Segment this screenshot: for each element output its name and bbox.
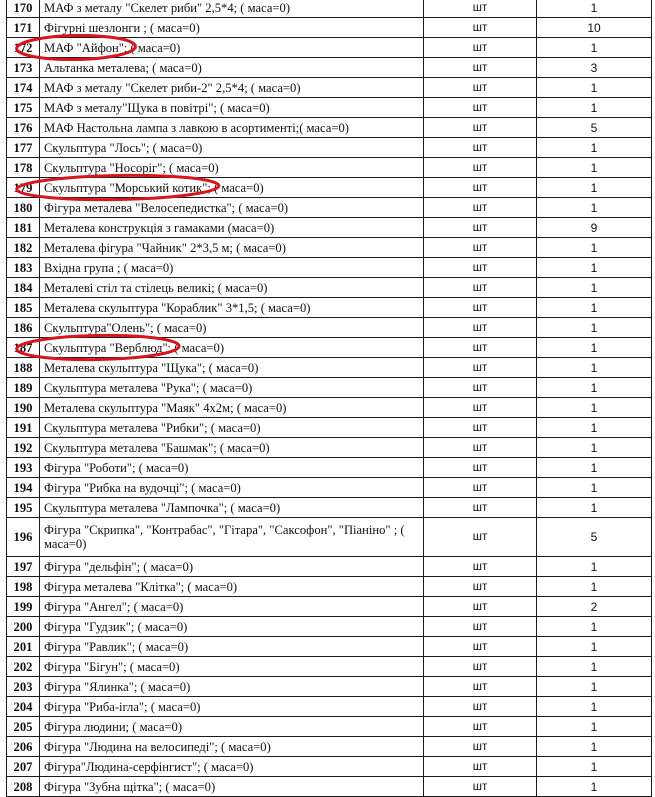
item-quantity: 1	[537, 757, 652, 777]
item-name: Металева скульптура "Щука"; ( маса=0)	[40, 358, 424, 378]
table-row	[7, 717, 652, 737]
table-row	[7, 218, 652, 238]
item-name: Скульптура "Морський котик"; ( маса=0)	[40, 178, 424, 198]
table-row	[7, 657, 652, 677]
row-number: 171	[7, 18, 40, 38]
item-name: МАФ з металу"Щука в повітрі"; ( маса=0)	[40, 98, 424, 118]
row-number: 196	[7, 518, 40, 557]
item-unit: шт	[424, 338, 537, 358]
item-unit: шт	[424, 498, 537, 518]
item-unit: шт	[424, 577, 537, 597]
item-unit: шт	[424, 78, 537, 98]
table-row	[7, 518, 652, 557]
row-number: 189	[7, 378, 40, 398]
table-row	[7, 438, 652, 458]
item-unit: шт	[424, 118, 537, 138]
item-unit: шт	[424, 757, 537, 777]
row-number: 201	[7, 637, 40, 657]
row-number: 186	[7, 318, 40, 338]
row-number: 174	[7, 78, 40, 98]
row-number: 185	[7, 298, 40, 318]
item-name: Скульптура металева "Лампочка"; ( маса=0)	[40, 498, 424, 518]
item-quantity: 1	[537, 38, 652, 58]
item-name: Фігура"Людина-серфінгист"; ( маса=0)	[40, 757, 424, 777]
item-unit: шт	[424, 378, 537, 398]
table-row	[7, 278, 652, 298]
table-row	[7, 617, 652, 637]
item-unit: шт	[424, 198, 537, 218]
item-name: Металеві стіл та стілець великі; ( маса=0)	[40, 278, 424, 298]
item-name: Металева фігура "Чайник" 2*3,5 м; ( маса=0)	[40, 238, 424, 258]
item-quantity: 5	[537, 118, 652, 138]
table-row	[7, 38, 652, 58]
item-name: Фігура "дельфін"; ( маса=0)	[40, 557, 424, 577]
item-unit: шт	[424, 138, 537, 158]
item-unit: шт	[424, 438, 537, 458]
item-quantity: 1	[537, 498, 652, 518]
item-unit: шт	[424, 657, 537, 677]
table-row	[7, 757, 652, 777]
table-row	[7, 158, 652, 178]
item-quantity: 1	[537, 657, 652, 677]
table-row	[7, 458, 652, 478]
item-name: Фігурні шезлонги ; ( маса=0)	[40, 18, 424, 38]
row-number: 173	[7, 58, 40, 78]
item-name: Фігура "Риба-ігла"; ( маса=0)	[40, 697, 424, 717]
row-number: 178	[7, 158, 40, 178]
item-quantity: 1	[537, 717, 652, 737]
item-unit: шт	[424, 677, 537, 697]
table-row	[7, 498, 652, 518]
item-unit: шт	[424, 737, 537, 757]
item-quantity: 1	[537, 178, 652, 198]
item-quantity: 1	[537, 577, 652, 597]
item-quantity: 1	[537, 318, 652, 338]
row-number: 172	[7, 38, 40, 58]
table-row	[7, 0, 652, 18]
table-row	[7, 58, 652, 78]
row-number: 187	[7, 338, 40, 358]
item-name: Скульптура"Олень"; ( маса=0)	[40, 318, 424, 338]
item-name: Фігура "Ангел"; ( маса=0)	[40, 597, 424, 617]
row-number: 184	[7, 278, 40, 298]
table-row	[7, 358, 652, 378]
table-row	[7, 777, 652, 797]
item-quantity: 1	[537, 458, 652, 478]
table-row	[7, 138, 652, 158]
item-quantity: 1	[537, 478, 652, 498]
item-quantity: 1	[537, 677, 652, 697]
item-quantity: 1	[537, 617, 652, 637]
item-quantity: 1	[537, 418, 652, 438]
item-name: Скульптура металева "Рибки"; ( маса=0)	[40, 418, 424, 438]
item-name: Фігура "Зубна щітка"; ( маса=0)	[40, 777, 424, 797]
item-name: Металева скульптура "Маяк" 4х2м; ( маса=0)	[40, 398, 424, 418]
item-unit: шт	[424, 178, 537, 198]
item-name: Фігура металева "Велосепедистка"; ( маса=0)	[40, 198, 424, 218]
item-quantity: 1	[537, 338, 652, 358]
item-name: МАФ Настольна лампа з лавкою в асортименті;( маса=0)	[40, 118, 424, 138]
item-quantity: 1	[537, 637, 652, 657]
item-name: МАФ з металу "Скелет риби" 2,5*4; ( маса=0)	[40, 0, 424, 18]
item-unit: шт	[424, 418, 537, 438]
table-row	[7, 398, 652, 418]
row-number: 200	[7, 617, 40, 637]
row-number: 195	[7, 498, 40, 518]
row-number: 183	[7, 258, 40, 278]
row-number: 181	[7, 218, 40, 238]
item-quantity: 1	[537, 258, 652, 278]
item-quantity: 1	[537, 278, 652, 298]
item-quantity: 1	[537, 737, 652, 757]
row-number: 170	[7, 0, 40, 18]
row-number: 207	[7, 757, 40, 777]
item-name: Фігура "Равлик"; ( маса=0)	[40, 637, 424, 657]
table-row	[7, 18, 652, 38]
row-number: 192	[7, 438, 40, 458]
item-name: Фігура "Роботи"; ( маса=0)	[40, 458, 424, 478]
row-number: 206	[7, 737, 40, 757]
row-number: 202	[7, 657, 40, 677]
table-row	[7, 557, 652, 577]
item-unit: шт	[424, 717, 537, 737]
item-quantity: 1	[537, 238, 652, 258]
row-number: 175	[7, 98, 40, 118]
item-unit: шт	[424, 697, 537, 717]
row-number: 208	[7, 777, 40, 797]
item-name: Скульптура металева "Рука"; ( маса=0)	[40, 378, 424, 398]
table-row	[7, 378, 652, 398]
inventory-table	[6, 0, 652, 797]
item-quantity: 1	[537, 138, 652, 158]
row-number: 197	[7, 557, 40, 577]
table-row	[7, 697, 652, 717]
item-quantity: 1	[537, 158, 652, 178]
item-name: Фігура "Ялинка"; ( маса=0)	[40, 677, 424, 697]
item-quantity: 1	[537, 438, 652, 458]
table-row	[7, 238, 652, 258]
table-row	[7, 418, 652, 438]
item-quantity: 1	[537, 398, 652, 418]
item-name: Скульптура "Верблюд"; ( маса=0)	[40, 338, 424, 358]
row-number: 194	[7, 478, 40, 498]
item-quantity: 2	[537, 597, 652, 617]
row-number: 179	[7, 178, 40, 198]
item-name: Фігура "Скрипка", "Контрабас", "Гітара", "Саксофон", "Піаніно" ; ( маса=0)	[40, 518, 424, 557]
table-row	[7, 478, 652, 498]
row-number: 198	[7, 577, 40, 597]
item-quantity: 1	[537, 198, 652, 218]
item-unit: шт	[424, 18, 537, 38]
item-quantity: 1	[537, 378, 652, 398]
item-unit: шт	[424, 458, 537, 478]
table-row	[7, 258, 652, 278]
item-name: Металева конструкція з гамаками (маса=0)	[40, 218, 424, 238]
item-unit: шт	[424, 617, 537, 637]
item-name: Фігура "Бігун"; ( маса=0)	[40, 657, 424, 677]
item-name: Фігура людини; ( маса=0)	[40, 717, 424, 737]
item-quantity: 1	[537, 358, 652, 378]
item-name: МАФ з металу "Скелет риби-2" 2,5*4; ( маса=0)	[40, 78, 424, 98]
item-unit: шт	[424, 518, 537, 557]
row-number: 199	[7, 597, 40, 617]
item-unit: шт	[424, 358, 537, 378]
item-unit: шт	[424, 478, 537, 498]
item-quantity: 1	[537, 298, 652, 318]
table-row	[7, 737, 652, 757]
item-quantity: 1	[537, 697, 652, 717]
item-unit: шт	[424, 298, 537, 318]
row-number: 176	[7, 118, 40, 138]
item-quantity: 1	[537, 0, 652, 18]
item-quantity: 1	[537, 98, 652, 118]
item-quantity: 1	[537, 557, 652, 577]
item-quantity: 5	[537, 518, 652, 557]
item-unit: шт	[424, 58, 537, 78]
item-unit: шт	[424, 158, 537, 178]
table-row	[7, 318, 652, 338]
table-row	[7, 298, 652, 318]
item-quantity: 1	[537, 78, 652, 98]
item-unit: шт	[424, 218, 537, 238]
table-row	[7, 677, 652, 697]
item-name: Фігура "Гудзик"; ( маса=0)	[40, 617, 424, 637]
item-name: Металева скульптура "Кораблик" 3*1,5; ( маса=0)	[40, 298, 424, 318]
table-row	[7, 338, 652, 358]
row-number: 204	[7, 697, 40, 717]
item-unit: шт	[424, 777, 537, 797]
item-name: Фігура металева "Клітка"; ( маса=0)	[40, 577, 424, 597]
item-unit: шт	[424, 557, 537, 577]
row-number: 190	[7, 398, 40, 418]
item-name: Скульптура "Носоріг"; ( маса=0)	[40, 158, 424, 178]
item-unit: шт	[424, 38, 537, 58]
row-number: 177	[7, 138, 40, 158]
row-number: 180	[7, 198, 40, 218]
item-name: Альтанка металева; ( маса=0)	[40, 58, 424, 78]
table-row	[7, 577, 652, 597]
item-name: МАФ "Айфон"; ( маса=0)	[40, 38, 424, 58]
item-unit: шт	[424, 238, 537, 258]
item-name: Фігура "Рибка на вудочці"; ( маса=0)	[40, 478, 424, 498]
table-row	[7, 198, 652, 218]
item-name: Вхідна група ; ( маса=0)	[40, 258, 424, 278]
table-row	[7, 178, 652, 198]
row-number: 182	[7, 238, 40, 258]
item-quantity: 10	[537, 18, 652, 38]
item-name: Скульптура "Лось"; ( маса=0)	[40, 138, 424, 158]
item-unit: шт	[424, 597, 537, 617]
item-unit: шт	[424, 278, 537, 298]
inventory-table-body	[7, 0, 652, 797]
item-quantity: 1	[537, 777, 652, 797]
item-unit: шт	[424, 398, 537, 418]
row-number: 191	[7, 418, 40, 438]
item-unit: шт	[424, 637, 537, 657]
table-row	[7, 78, 652, 98]
item-unit: шт	[424, 0, 537, 18]
table-row	[7, 637, 652, 657]
item-unit: шт	[424, 258, 537, 278]
row-number: 193	[7, 458, 40, 478]
item-name: Фігура "Людина на велосипеді"; ( маса=0)	[40, 737, 424, 757]
row-number: 188	[7, 358, 40, 378]
item-unit: шт	[424, 98, 537, 118]
item-name: Скульптура металева "Башмак"; ( маса=0)	[40, 438, 424, 458]
item-unit: шт	[424, 318, 537, 338]
item-quantity: 3	[537, 58, 652, 78]
row-number: 205	[7, 717, 40, 737]
item-quantity: 9	[537, 218, 652, 238]
row-number: 203	[7, 677, 40, 697]
table-row	[7, 118, 652, 138]
table-row	[7, 98, 652, 118]
table-row	[7, 597, 652, 617]
